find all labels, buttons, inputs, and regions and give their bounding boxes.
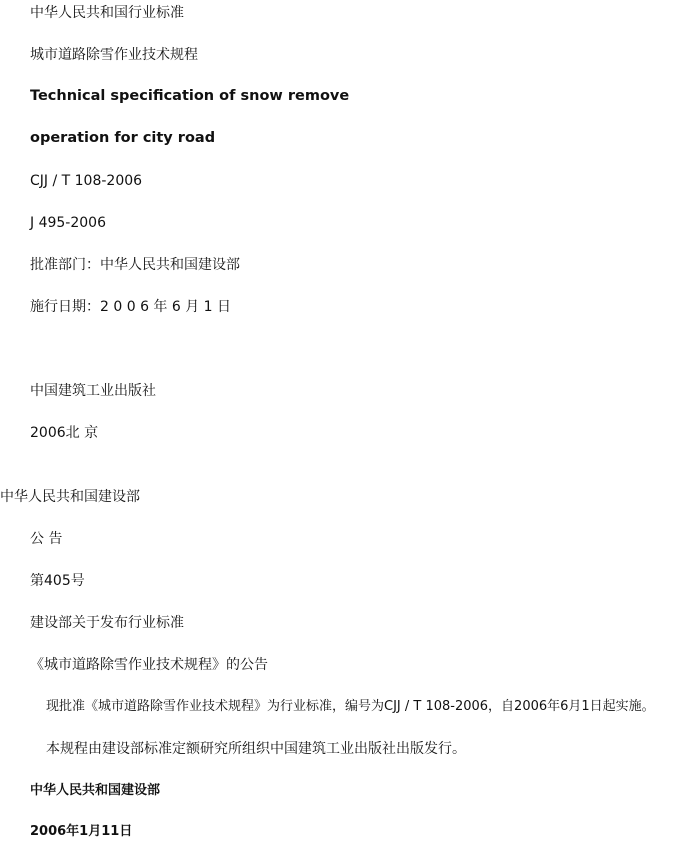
title-english-line-2: operation for city road [30, 130, 216, 146]
standard-code-cjj: CJJ / T 108-2006 [30, 173, 143, 189]
announcement-subject-line-2: 《城市道路除雪作业技术规程》的公告 [30, 657, 268, 673]
effective-date: 施行日期：2 0 0 6 年 6 月 1 日 [30, 299, 232, 315]
title-chinese: 城市道路除雪作业技术规程 [30, 47, 198, 63]
issuer: 中华人民共和国建设部 [0, 489, 140, 505]
title-english-line-1: Technical specification of snow remove [30, 88, 350, 104]
announcement-number: 第405号 [30, 573, 85, 589]
approval-department: 批准部门：中华人民共和国建设部 [30, 257, 240, 273]
announcement-date: 2006年1月11日 [30, 824, 133, 839]
signature: 中华人民共和国建设部 [30, 783, 161, 798]
publisher: 中国建筑工业出版社 [30, 383, 156, 399]
announcement-heading: 公 告 [30, 531, 63, 547]
announcement-subject-line-1: 建设部关于发布行业标准 [30, 615, 184, 631]
standard-code-j: J 495-2006 [30, 215, 106, 231]
publication-place: 2006北 京 [30, 425, 99, 441]
announcement-body-paragraph-1: 现批准《城市道路除雪作业技术规程》为行业标准，编号为CJJ / T 108-2006，自2006年6月1日起实施。 [46, 699, 655, 714]
standard-series: 中华人民共和国行业标准 [30, 5, 184, 21]
announcement-body-paragraph-2: 本规程由建设部标准定额研究所组织中国建筑工业出版社出版发行。 [46, 741, 466, 757]
